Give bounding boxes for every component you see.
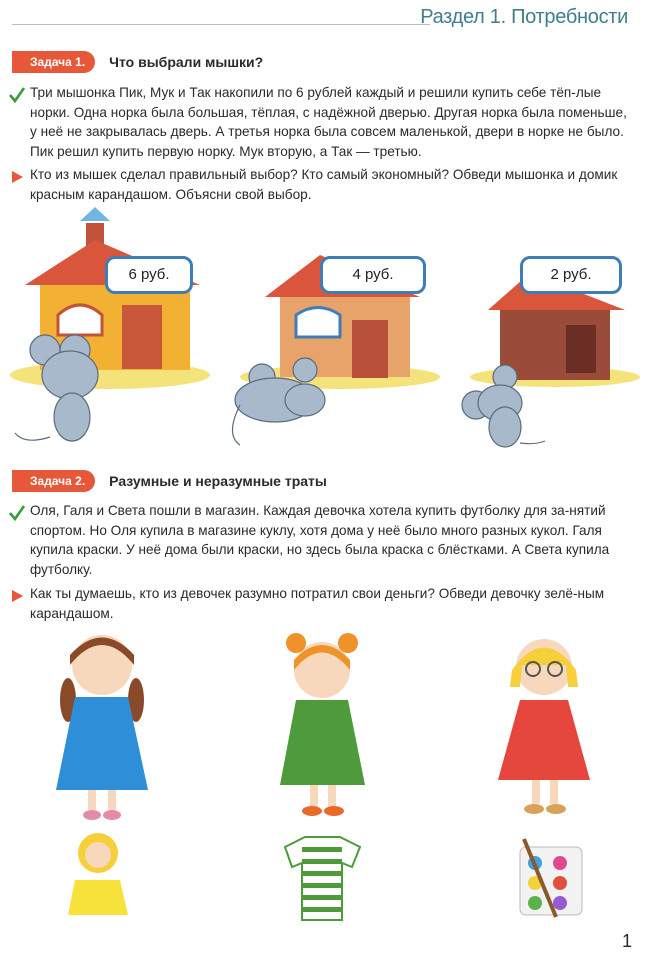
section-title: Раздел 1. Потребности: [420, 6, 628, 28]
arrow-bullet-icon: [8, 168, 26, 186]
girl-olya: [56, 635, 148, 820]
paint-palette-item: [520, 839, 582, 917]
tshirt-item: [285, 837, 360, 920]
price-tag: 6 руб.: [105, 256, 193, 294]
task2-heading: [12, 470, 327, 492]
checkmark-icon: [8, 504, 26, 522]
mouse-pik: [15, 335, 98, 441]
task2-story: Оля, Галя и Света пошли в магазин. Каждая девочка хотела купить футболку для за-нятий спортом. Но Оля купила в магазине куклу, хотя дома у неё было много разных кукол. Галя купила краски. У неё дома были краски, но здесь была краска с блёстками. А Света купила футболку.: [30, 503, 610, 577]
task1-title: Что выбрали мышки?: [109, 54, 264, 70]
house-illustration: [0, 205, 648, 455]
price-tag: 2 руб.: [520, 256, 622, 294]
doll-item: [68, 833, 128, 915]
task1-story: Три мышонка Пик, Мук и Так накопили по 6 рублей каждый и решили купить себе тёп-лые норки. Одна норка была большая, тёплая, с надёжной дверью. Другая норка была поменьше, у неё не закрывалась дверь. А третья норка была совсем маленькой, двери в норке не было. Пик решил купить первую норку. Мук вторую, а Так — третью.: [30, 85, 627, 159]
arrow-bullet-icon: [8, 587, 26, 605]
task1-heading: [12, 51, 263, 73]
price-tag: 4 руб.: [320, 256, 426, 294]
girl-sveta: [498, 639, 590, 814]
task1-badge: Задача 1.: [12, 51, 95, 73]
header-rule: [12, 24, 430, 25]
task2-title: Разумные и неразумные траты: [109, 473, 327, 489]
page-number: 1: [621, 931, 632, 951]
task2-badge: Задача 2.: [12, 470, 95, 492]
task2-question: Как ты думаешь, кто из девочек разумно потратил свои деньги? Обведи девочку зелё-ным карандашом.: [30, 586, 605, 621]
girl-galya: [280, 633, 365, 816]
girls-illustration: [0, 625, 648, 925]
task1-question: Кто из мышек сделал правильный выбор? Кто самый экономный? Обведи мышонка и домик красным карандашом. Объясни свой выбор.: [30, 167, 618, 202]
checkmark-icon: [8, 86, 26, 104]
